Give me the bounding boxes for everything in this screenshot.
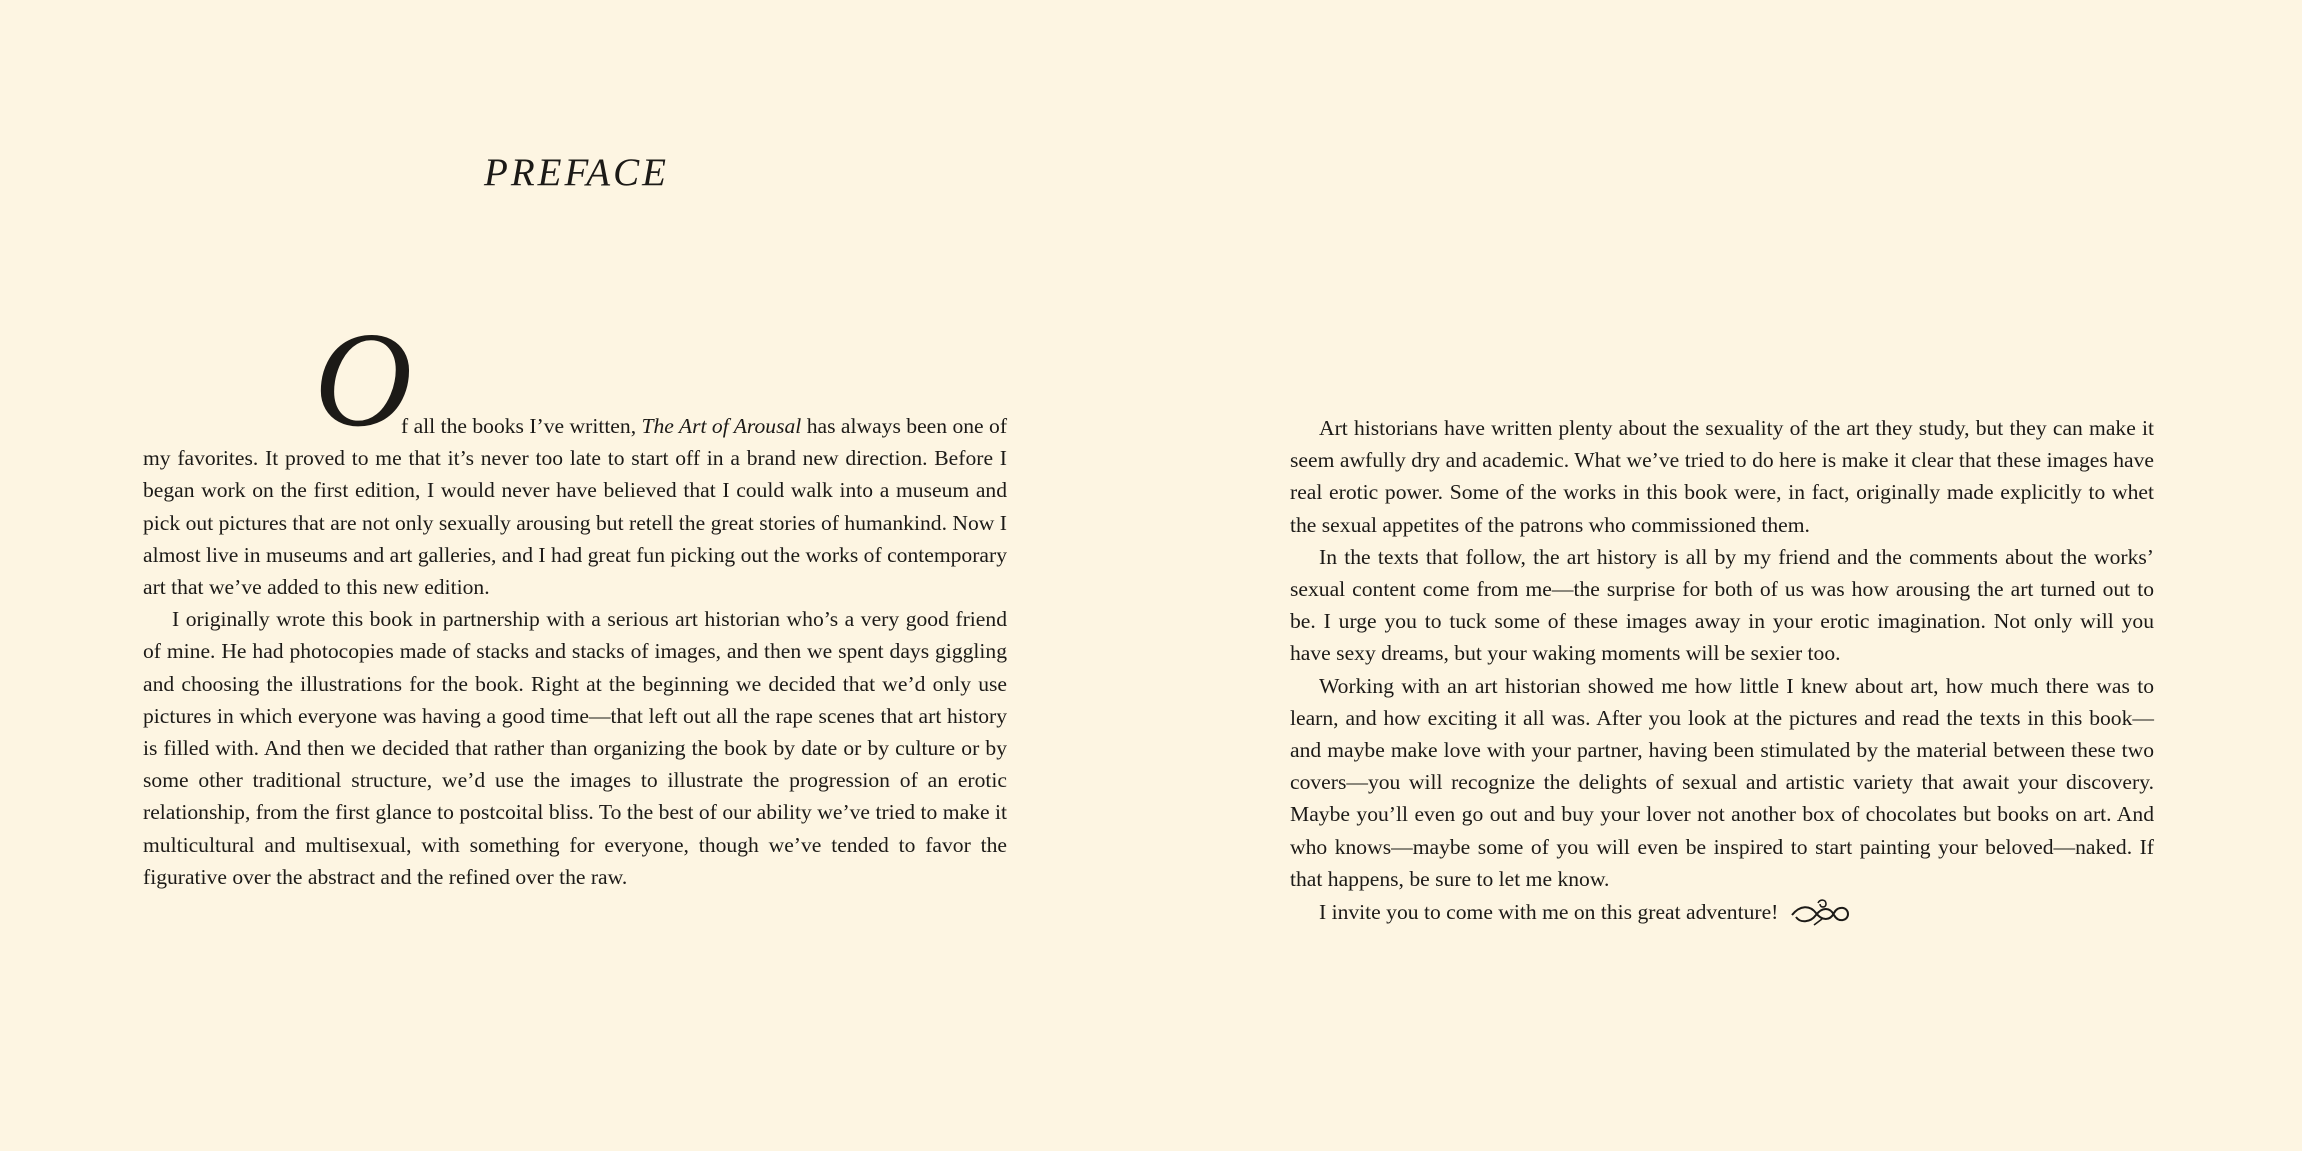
right-text-column <box>1290 412 2154 929</box>
left-paragraph-2: I originally wrote this book in partnership with a serious art historian who’s a very good friend of mine. He had photocopies made of stacks and stacks of images, and then we spent days giggling and choosing the illustrations for the book. Right at the beginning we decided that we’d only use pictures in which everyone was having a good time—that left out all the rape scenes that art history is filled with. And then we decided that rather than organizing the book by date or by culture or by some other traditional structure, we’d use the images to illustrate the progression of an erotic relationship, from the first glance to postcoital bliss. To the best of our ability we’ve tried to make it multicultural and multisexual, with something for everyone, though we’ve tended to favor the figurative over the abstract and the refined over the raw. <box>143 607 1007 889</box>
drop-cap: O <box>314 305 413 455</box>
left-paragraph-1-rest: has always been one of my favorites. It proved to me that it’s never too late to start off in a brand new direction. Before I began work on the first edition, I would never have believed that I could walk into a museum and pick out pictures that are not only sexually arousing but retell the great stories of humankind. Now I almost live in museums and art galleries, and I had great fun picking out the works of contemporary art that we’ve added to this new edition. <box>143 414 1008 600</box>
first-line-text: f all the books I’ve written, <box>401 414 642 438</box>
left-text-column <box>143 410 1007 893</box>
page-heading: PREFACE <box>484 151 669 194</box>
closing-sentence: I invite you to come with me on this great adventure! <box>1319 900 1779 925</box>
book-title: The Art of Arousal <box>641 414 802 438</box>
right-paragraph-4 <box>1290 895 2154 929</box>
left-paragraph-1 <box>143 410 1007 603</box>
right-paragraph-3: Working with an art historian showed me how little I knew about art, how much there was to learn, and how exciting it all was. After you look at the pictures and read the texts in this book—and maybe make love with your partner, having been stimulated by the material between these two covers—you will recognize the delights of sexual and artistic variety that await your discovery. Maybe you’ll even go out and buy your lover not another box of chocolates but books on art. And who knows—maybe some of you will even be inspired to start painting your beloved—naked. If that happens, be sure to let me know. <box>1290 673 2154 891</box>
right-paragraph-2: In the texts that follow, the art history is all by my friend and the comments about the works’ sexual content come from me—the surprise for both of us was how arousing the art turned out to be. I urge you to tuck some of these images away in your erotic imagination. Not only will you have sexy dreams, but your waking moments will be sexier too. <box>1290 544 2154 666</box>
flourish-icon <box>1790 895 1852 929</box>
right-paragraph-1: Art historians have written plenty about the sexuality of the art they study, but they can make it seem awfully dry and academic. What we’ve tried to do here is make it clear that these images have real erotic power. Some of the works in this book were, in fact, originally made explicitly to whet the sexual appetites of the patrons who commissioned them. <box>1290 416 2154 537</box>
